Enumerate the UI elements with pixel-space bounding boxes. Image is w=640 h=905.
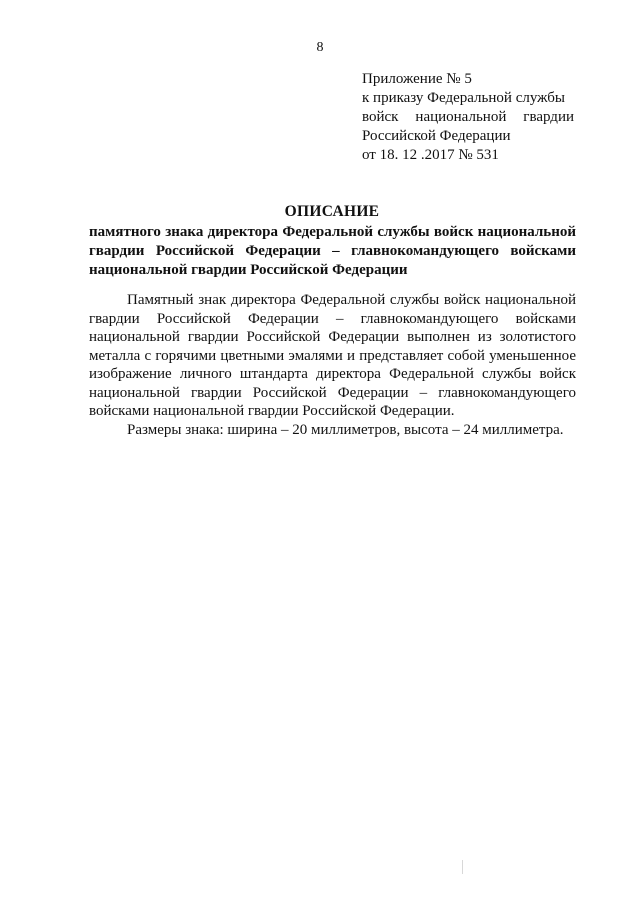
body-line: металла с горячими цветными эмалями и представляет собой уменьшенное <box>89 347 576 364</box>
body-line: Размеры знака: ширина – 20 миллиметров, высота – 24 миллиметра. <box>127 421 564 438</box>
body-line: гвардии Российской Федерации – главнокомандующего войсками <box>89 310 576 327</box>
body-line: изображение личного штандарта директора Федеральной службы войск <box>89 366 576 382</box>
body-line: Памятный знак директора Федеральной службы войск национальной <box>127 292 576 308</box>
subtitle-line: национальной гвардии Российской Федерации <box>89 262 408 278</box>
body-text <box>89 291 576 439</box>
subtitle-line: гвардии Российской Федерации – главнокомандующего войсками <box>89 243 576 259</box>
appendix-block <box>362 70 574 165</box>
document-title: ОПИСАНИЕ <box>284 203 380 220</box>
body-line: войсками национальной гвардии Российской Федерации. <box>89 403 455 419</box>
body-line: национальной гвардии Российской Федерации – главнокомандующего <box>89 384 576 401</box>
body-line: национальной гвардии Российской Федерации выполнен из золотистого <box>89 329 576 345</box>
appendix-federation-line: Российской Федерации <box>362 128 511 144</box>
appendix-title: Приложение № 5 <box>362 71 472 87</box>
appendix-date-number: от 18. 12 .2017 № 531 <box>362 147 499 163</box>
subtitle-line: памятного знака директора Федеральной службы войск национальной <box>89 224 576 240</box>
page-number: 8 <box>316 40 324 55</box>
scan-mark <box>462 860 463 874</box>
document-subtitle <box>89 223 576 280</box>
appendix-service-line: войск национальной гвардии <box>362 109 574 125</box>
appendix-order-line: к приказу Федеральной службы <box>362 90 566 106</box>
